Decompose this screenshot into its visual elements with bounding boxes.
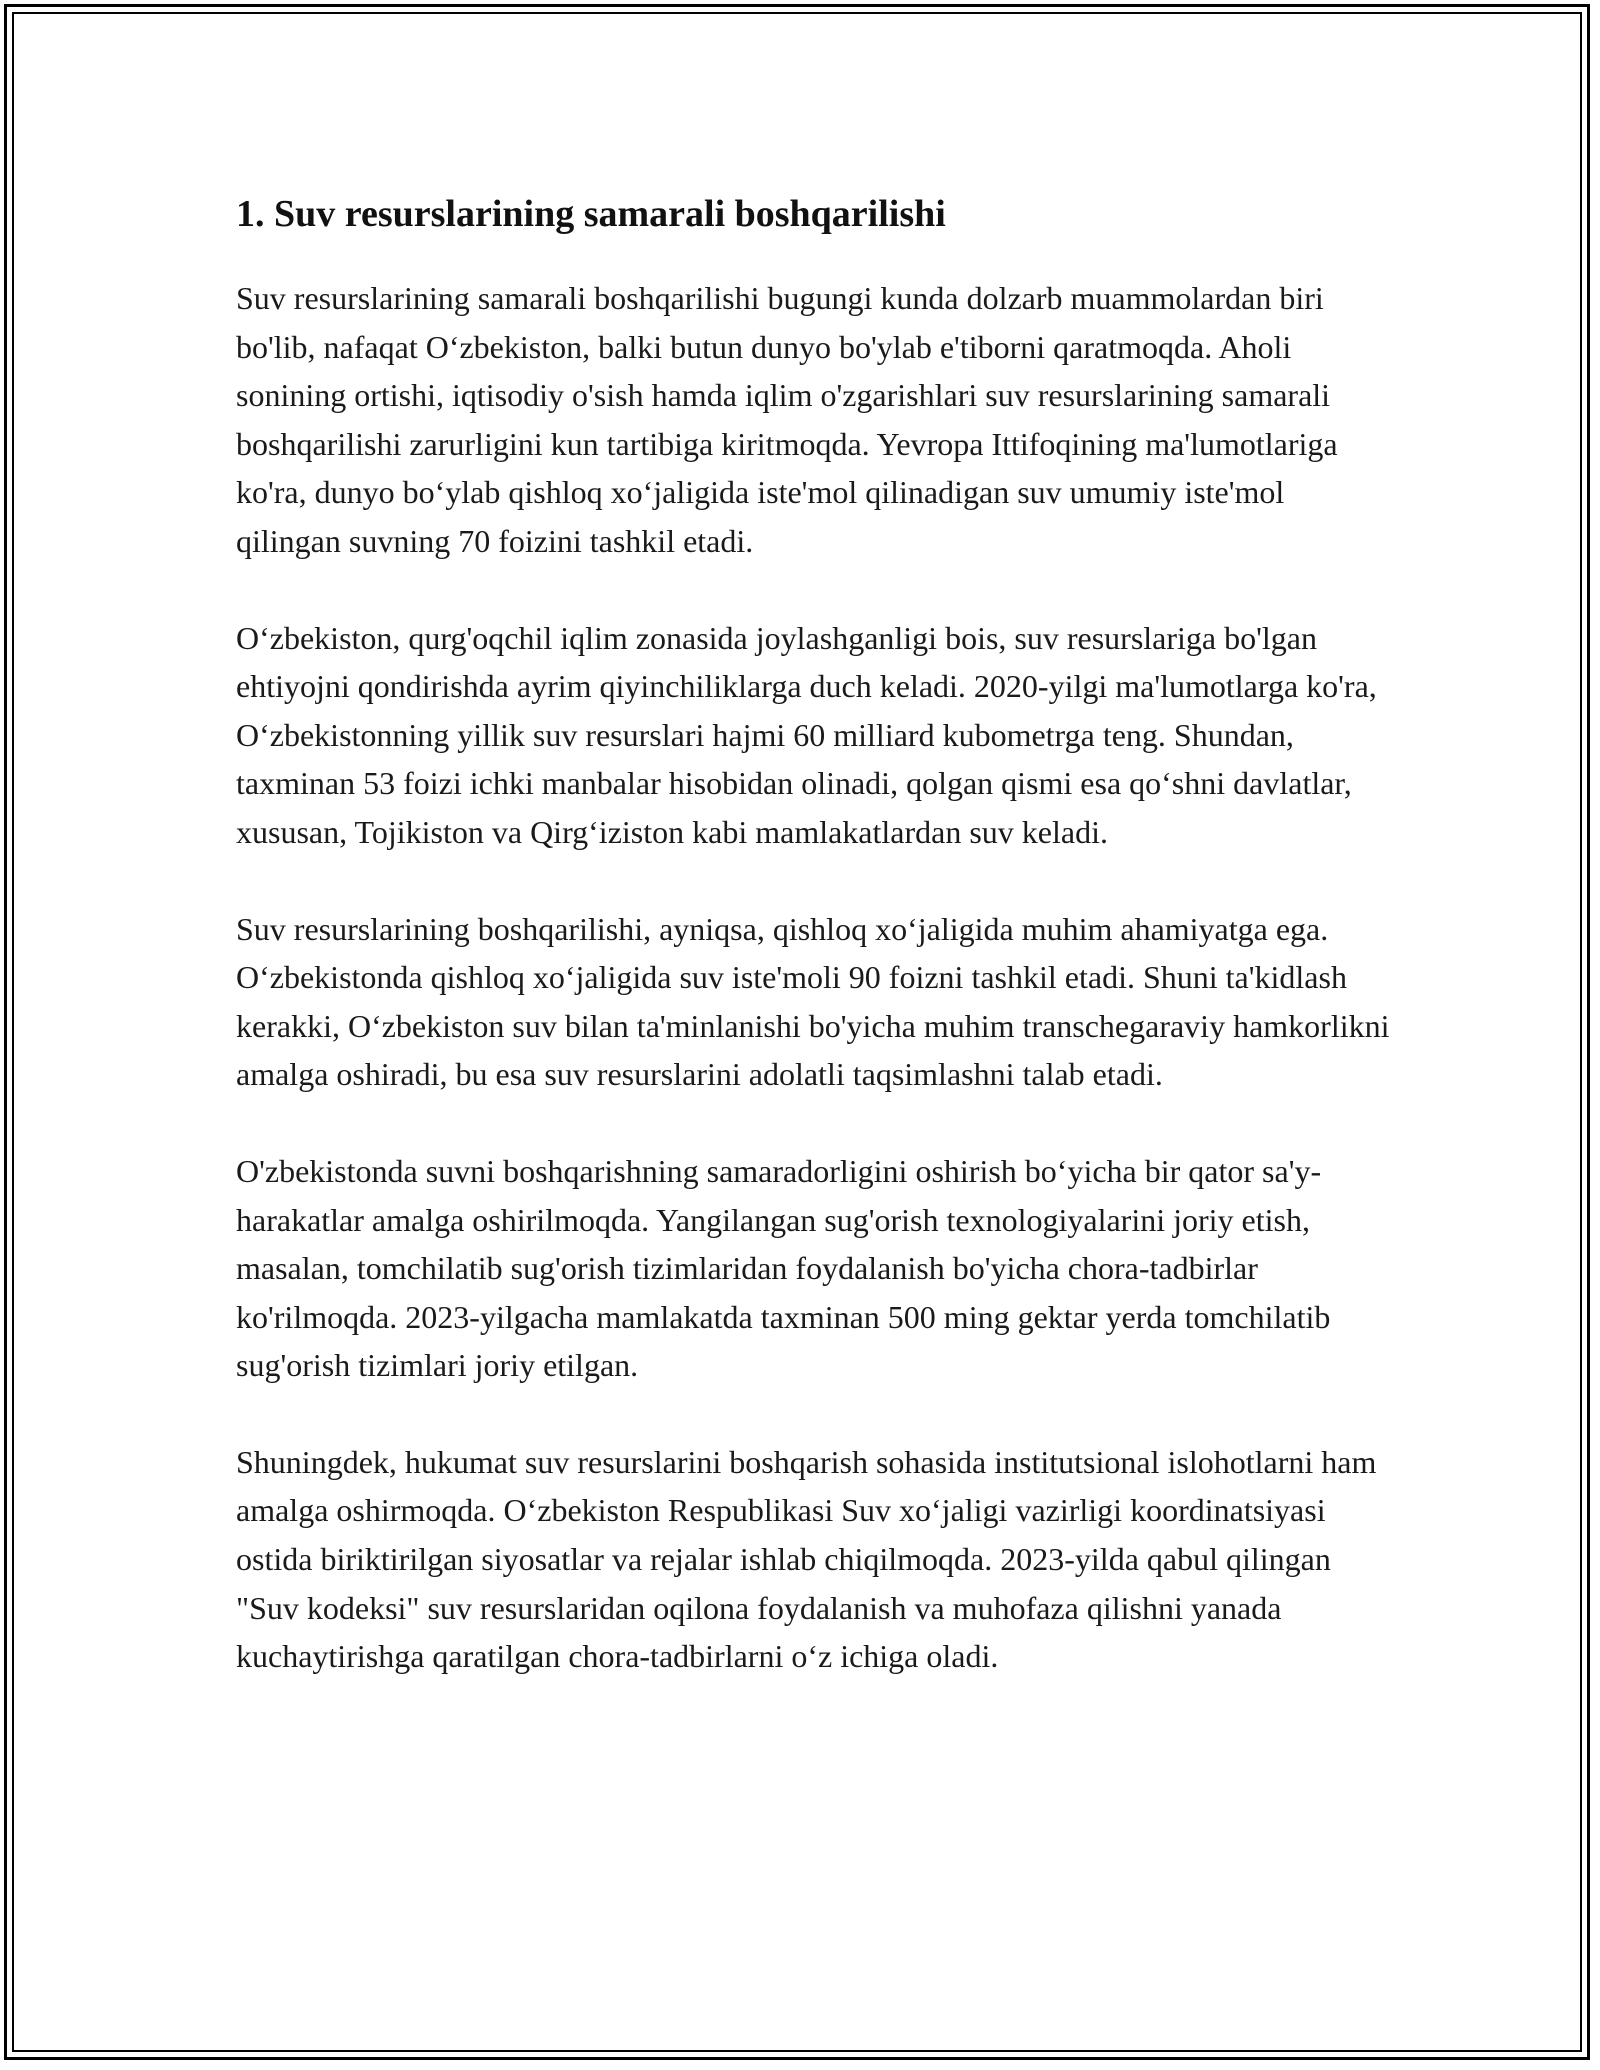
paragraph-2: O‘zbekiston, qurg'oqchil iqlim zonasida joylashganligi bois, suv resurslariga bo'lgan ehtiyojni qondirishda ayrim qiyinchiliklarga duch keladi. 2020-yilgi ma'lumotlarga ko'ra, O‘zbekistonning yillik suv resurslari hajmi 60 milliard kubometrga teng. Shundan, taxminan 53 foizi ichki manbalar hisobidan olinadi, qolgan qismi esa qo‘shni davlatlar, xususan, Tojikiston va Qirg‘iziston kabi mamlakatlardan suv keladi. — [236, 619, 1377, 850]
paragraph-5: Shuningdek, hukumat suv resurslarini boshqarish sohasida institutsional islohotlarni ham amalga oshirmoqda. O‘zbekiston Respublikasi Suv xo‘jaligi vazirligi koordinatsiyasi ostida biriktirilgan siyosatlar va rejalar ishlab chiqilmoqda. 2023-yilda qabul qilingan "Suv kodeksi" suv resurslaridan oqilona foydalanish va muhofaza qilishni yanada kuchaytirishga qaratilgan chora-tadbirlarni o‘z ichiga oladi. — [236, 1443, 1377, 1675]
paragraph-3: Suv resurslarining boshqarilishi, ayniqsa, qishloq xo‘jaligida muhim ahamiyatga ega. O‘zbekistonda qishloq xo‘jaligida suv iste'moli 90 foizni tashkil etadi. Shuni ta'kidlash kerakki, O‘zbekiston suv bilan ta'minlanishi bo'yicha muhim transchegaraviy hamkorlikni amalga oshiradi, bu esa suv resurslarini adolatli taqsimlashni talab etadi. — [236, 910, 1390, 1093]
section-heading: 1. Suv resurslarining samarali boshqarilishi — [236, 193, 946, 235]
paragraph-1: Suv resurslarining samarali boshqarilishi bugungi kunda dolzarb muammolardan biri bo'lib, nafaqat O‘zbekiston, balki butun dunyo bo'ylab e'tiborni qaratmoqda. Aholi sonining ortishi, iqtisodiy o'sish hamda iqlim o'zgarishlari suv resurslarining samarali boshqarilishi zarurligini kun tartibiga kiritmoqda. Yevropa Ittifoqining ma'lumotlariga ko'ra, dunyo bo‘ylab qishloq xo‘jaligida iste'mol qilinadigan suv umumiy iste'mol qilingan suvning 70 foizini tashkil etadi. — [236, 280, 1338, 559]
paragraph-4: O'zbekistonda suvni boshqarishning samaradorligini oshirish bo‘yicha bir qator sa'y-harakatlar amalga oshirilmoqda. Yangilangan sug'orish texnologiyalarini joriy etish, masalan, tomchilatib sug'orish tizimlaridan foydalanish bo'yicha chora-tadbirlar ko'rilmoqda. 2023-yilgacha mamlakatda taxminan 500 ming gektar yerda tomchilatib sug'orish tizimlari joriy etilgan. — [236, 1152, 1331, 1384]
document-body — [236, 188, 1396, 1729]
